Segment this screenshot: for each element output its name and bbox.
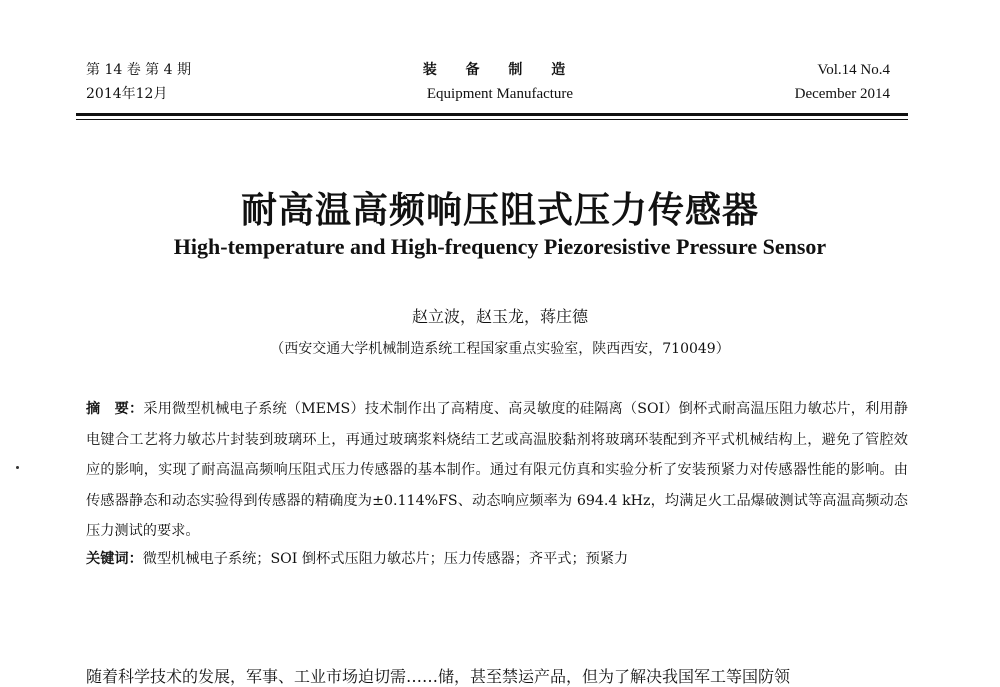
- abstract-text: 采用微型机械电子系统（MEMS）技术制作出了高精度、高灵敏度的硅隔离（SOI）倒杯式耐高温压阻力敏芯片，利用静电键合工艺将力敏芯片封装到玻璃环上，再通过玻璃浆料烧结工艺或高温胶黏剂将玻璃环装配到齐平式机械结构上，避免了管腔效应的影响，实现了耐高温高频响压阻式压力传感器的基本制作。通过有限元仿真和实验分析了安装预紧力对传感器性能的影响。由传感器静态和动态实验得到传感器的精确度为±0.114%FS、动态响应频率为 694.4 kHz，均满足火工品爆破测试等高温高频动态压力测试的要求。: [86, 401, 908, 539]
- body-text-first-line: 随着科学技术的发展，军事、工业市场迫切需……储，甚至禁运产品，但为了解决我国军工等国防领: [86, 667, 791, 686]
- header-rule-thick: [76, 113, 908, 116]
- keywords: [86, 544, 908, 574]
- author-list: 赵立波，赵玉龙，蒋庄德: [411, 307, 588, 326]
- article-title-en: High-temperature and High-frequency Piezoresistive Pressure Sensor: [173, 234, 827, 259]
- scan-speck: [16, 466, 19, 469]
- volume-issue: 第 14 卷 第 4 期: [86, 62, 191, 78]
- issue-date-cn: 2014年12月: [86, 86, 168, 102]
- journal-name-cn: 装 备 制 造: [422, 62, 578, 78]
- header-rule-thin: [76, 119, 908, 120]
- abstract-label: 摘 要：: [86, 401, 144, 417]
- keywords-text: 微型机械电子系统；SOI 倒杯式压阻力敏芯片；压力传感器；齐平式；预紧力: [142, 551, 629, 567]
- running-header-left: [86, 58, 191, 106]
- journal-name-en: Equipment Manufacture: [426, 86, 574, 102]
- volume-issue-en: Vol.14 No.4: [817, 62, 890, 78]
- running-header-right: [795, 58, 890, 106]
- running-header-center: [392, 58, 608, 106]
- keywords-label: 关键词：: [86, 551, 143, 567]
- abstract: [86, 394, 908, 547]
- article-title-cn: 耐高温高频响压阻式压力传感器: [240, 190, 759, 231]
- issue-date-en: December 2014: [794, 86, 890, 102]
- author-affiliation: （西安交通大学机械制造系统工程国家重点实验室，陕西西安，710049）: [270, 341, 730, 357]
